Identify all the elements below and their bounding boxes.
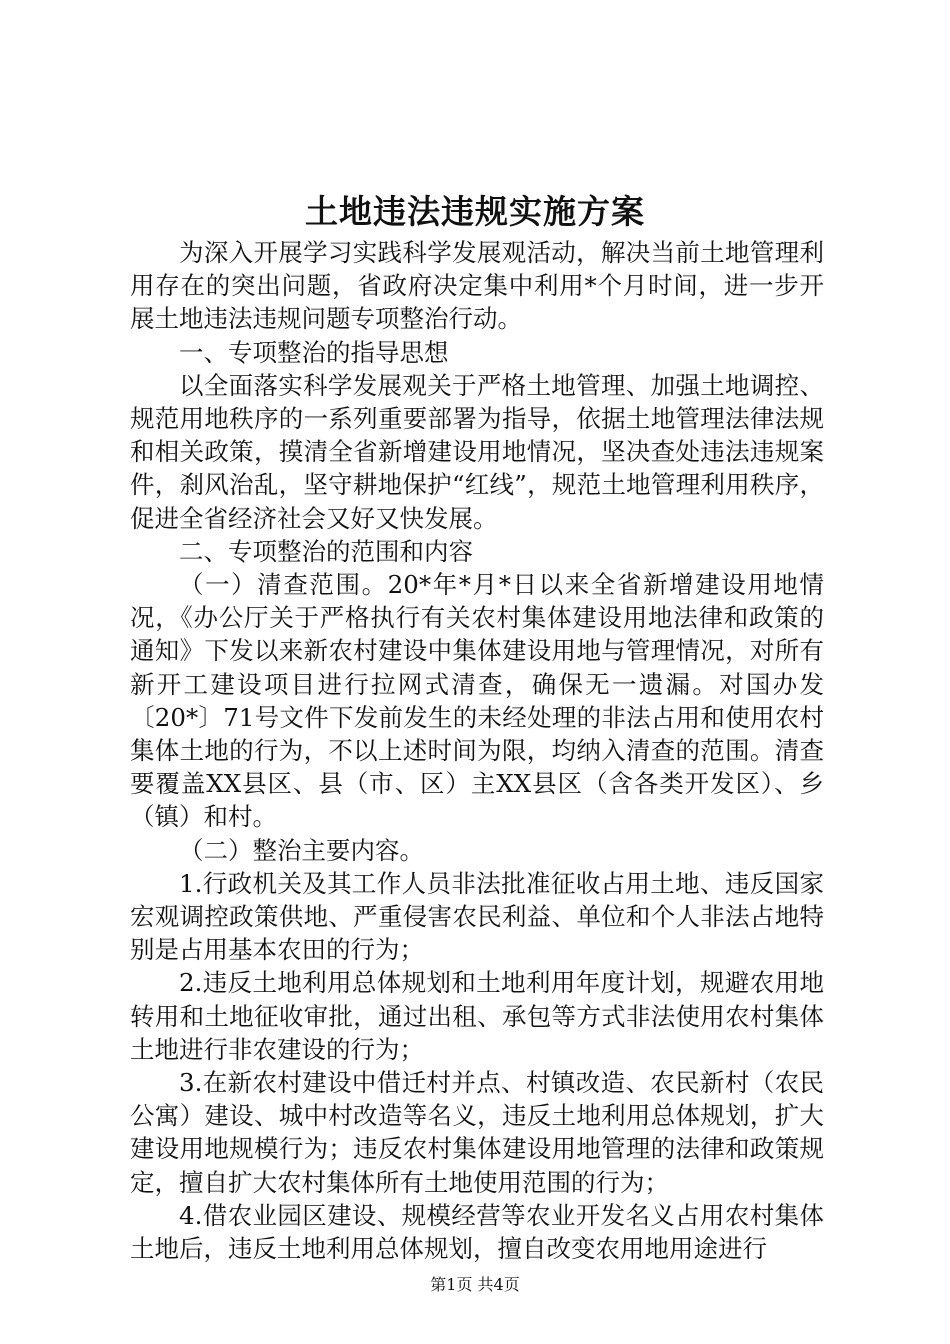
paragraph-guiding-thought: 以全面落实科学发展观关于严格土地管理、加强土地调控、规范用地秩序的一系列重要部署为指导，依据土地管理法律法规和相关政策，摸清全省新增建设用地情况，坚决查处违法违规案件，刹风治乱，坚守耕地保护“红线”，规范土地管理利用秩序，促进全省经济社会又好又快发展。	[130, 370, 824, 533]
section-heading-1: 一、专项整治的指导思想	[179, 337, 449, 367]
list-item-1: 1.行政机关及其工作人员非法批准征收占用土地、违反国家宏观调控政策供地、严重侵害农民利益、单位和个人非法占地特别是占用基本农田的行为；	[130, 868, 824, 965]
document-body	[130, 236, 824, 1265]
page-footer: 第1页 共4页	[430, 1275, 520, 1294]
section-heading-2: 二、专项整治的范围和内容	[179, 536, 473, 566]
subsection-heading-content: （二）整治主要内容。	[179, 835, 424, 865]
document-title: 土地违法违规实施方案	[305, 192, 645, 231]
list-item-4: 4.借农业园区建设、规模经营等农业开发名义占用农村集体土地后，违反土地利用总体规划，擅自改变农用地用途进行	[130, 1200, 824, 1264]
paragraph-intro: 为深入开展学习实践科学发展观活动，解决当前土地管理利用存在的突出问题，省政府决定集中利用*个月时间，进一步开展土地违法违规问题专项整治行动。	[130, 238, 824, 334]
list-item-3: 3.在新农村建设中借迁村并点、村镇改造、农民新村（农民公寓）建设、城中村改造等名义，违反土地利用总体规划，扩大建设用地规模行为；违反农村集体建设用地管理的法律和政策规定，擅自扩大农村集体所有土地使用范围的行为；	[130, 1068, 824, 1197]
list-item-2: 2.违反土地利用总体规划和土地利用年度计划，规避农用地转用和土地征收审批，通过出租、承包等方式非法使用农村集体土地进行非农建设的行为；	[130, 968, 824, 1064]
paragraph-scope: （一）清查范围。20*年*月*日以来全省新增建设用地情况，《办公厅关于严格执行有关农村集体建设用地法律和政策的通知》下发以来新农村建设中集体建设用地与管理情况，对所有新开工建设项目进行拉网式清查，确保无一遗漏。对国办发〔20*〕71号文件下发前发生的未经处理的非法占用和使用农村集体土地的行为，不以上述时间为限，均纳入清查的范围。清查要覆盖XX县区、县（市、区）主XX县区（含各类开发区）、乡（镇）和村。	[130, 570, 824, 832]
